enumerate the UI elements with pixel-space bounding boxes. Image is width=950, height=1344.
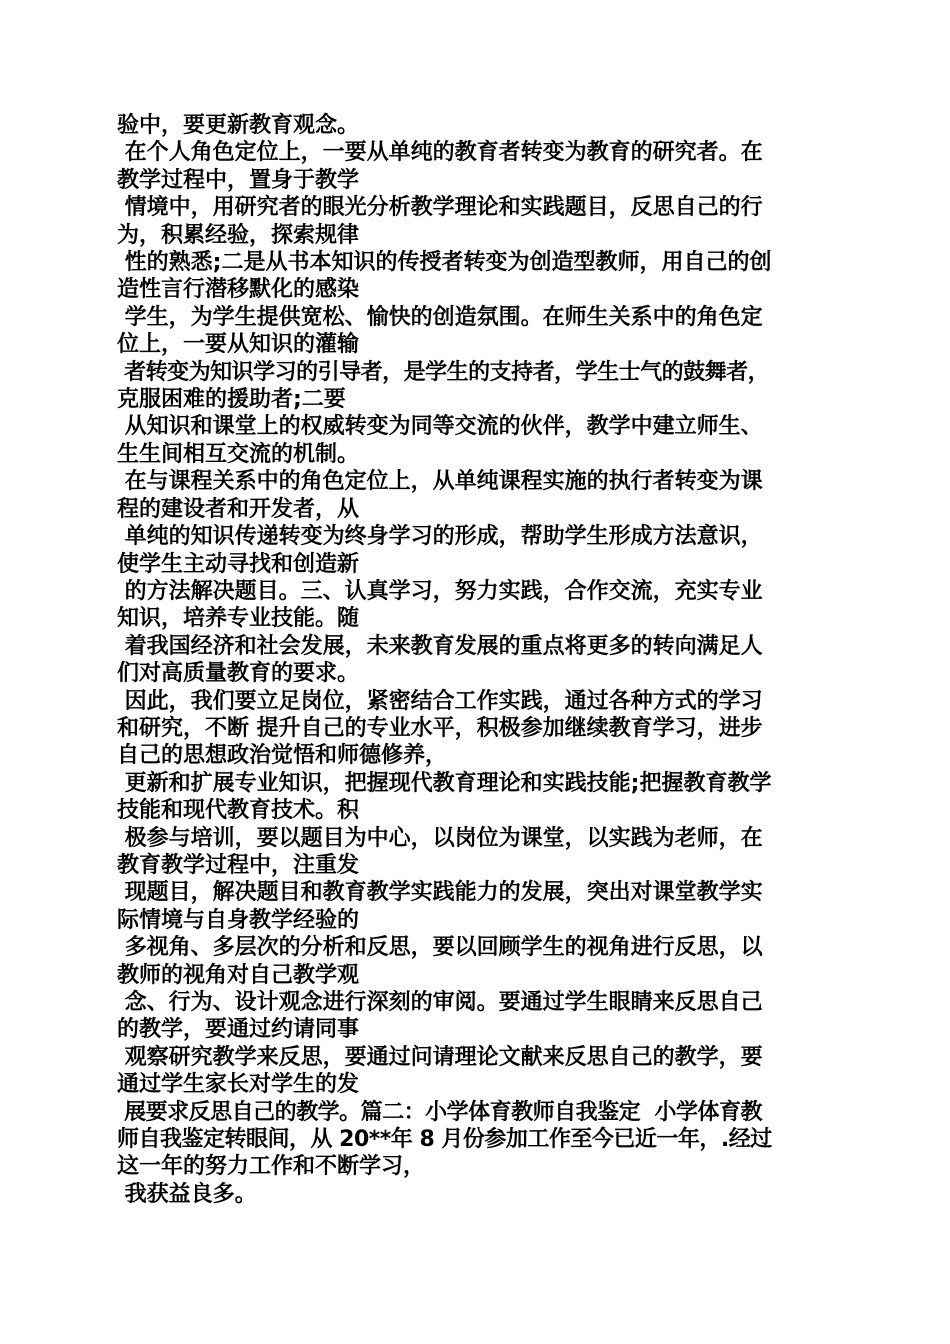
- text-line: 着我国经济和社会发展，未来教育发展的重点将更多的转向满足人: [117, 633, 763, 659]
- text-line: 技能和现代教育技术。积: [117, 798, 360, 824]
- document-body-text: [117, 112, 832, 1208]
- text-line: 现题目，解决题目和教育教学实践能力的发展，突出对课堂教学实: [117, 880, 763, 906]
- text-line: 师自我鉴定转眼间，从 20**年 8 月份参加工作至今已近一年，.经过: [117, 1127, 772, 1153]
- text-line: 程的建设者和开发者，从: [117, 496, 360, 522]
- text-line: 在与课程关系中的角色定位上，从单纯课程实施的执行者转变为课: [117, 469, 763, 495]
- text-line: 我获益良多。: [117, 1181, 257, 1207]
- text-line: 使学生主动寻找和创造新: [117, 551, 360, 577]
- text-line: 因此，我们要立足岗位，紧密结合工作实践，通过各种方式的学习: [117, 688, 763, 714]
- text-line: 在个人角色定位上，一要从单纯的教育者转变为教育的研究者。在: [117, 140, 763, 166]
- text-line: 观察研究教学来反思，要通过问请理论文献来反思自己的教学，要: [117, 1044, 763, 1070]
- text-line: 情境中，用研究者的眼光分析教学理论和实践题目，反思自己的行: [117, 195, 763, 221]
- text-line: 的方法解决题目。三、认真学习，努力实践，合作交流，充实专业: [117, 578, 763, 604]
- text-line: 多视角、多层次的分析和反思，要以回顾学生的视角进行反思，以: [117, 935, 763, 961]
- text-line: 的教学，要通过约请同事: [117, 1017, 360, 1043]
- text-line: 展要求反思自己的教学。篇二：小学体育教师自我鉴定 小学体育教: [117, 1099, 762, 1125]
- text-line: 性的熟悉;二是从书本知识的传授者转变为创造型教师，用自己的创: [117, 250, 772, 276]
- text-line: 教育教学过程中，注重发: [117, 852, 360, 878]
- text-line: 生生间相互交流的机制。: [117, 441, 360, 467]
- text-line: 通过学生家长对学生的发: [117, 1072, 360, 1098]
- text-line: 自己的思想政治觉悟和师德修养，: [117, 743, 448, 769]
- text-line: 极参与培训，要以题目为中心，以岗位为课堂，以实践为老师，在: [117, 825, 763, 851]
- text-line: 教学过程中，置身于教学: [117, 167, 360, 193]
- text-line: 际情境与自身教学经验的: [117, 907, 360, 933]
- text-line: 单纯的知识传递转变为终身学习的形成，帮助学生形成方法意识，: [117, 524, 763, 550]
- text-line: 学生，为学生提供宽松、愉快的创造氛围。在师生关系中的角色定: [117, 304, 763, 330]
- text-line: 们对高质量教育的要求。: [117, 661, 360, 687]
- text-line: 者转变为知识学习的引导者，是学生的支持者，学生士气的鼓舞者，: [117, 359, 770, 385]
- text-line: 念、行为、设计观念进行深刻的审阅。要通过学生眼睛来反思自己: [117, 990, 763, 1015]
- text-line: 知识，培养专业技能。随: [117, 606, 360, 632]
- text-line: 克服困难的援助者;二要: [117, 387, 346, 413]
- text-line: 造性言行潜移默化的感染: [117, 277, 360, 303]
- text-line: 和研究，不断 提升自己的专业水平，积极参加继续教育学习，进步: [117, 715, 763, 741]
- text-line: 教师的视角对自己教学观: [117, 962, 360, 988]
- text-line: 这一年的努力工作和不断学习，: [117, 1154, 426, 1180]
- text-line: 验中，要更新教育观念。: [117, 113, 360, 138]
- text-line: 位上，一要从知识的灌输: [117, 332, 360, 358]
- text-line: 从知识和课堂上的权威转变为同等交流的伙伴，教学中建立师生、: [117, 414, 763, 440]
- text-line: 为，积累经验，探索规律: [117, 222, 360, 248]
- text-line: 更新和扩展专业知识，把握现代教育理论和实践技能;把握教育教学: [117, 770, 772, 796]
